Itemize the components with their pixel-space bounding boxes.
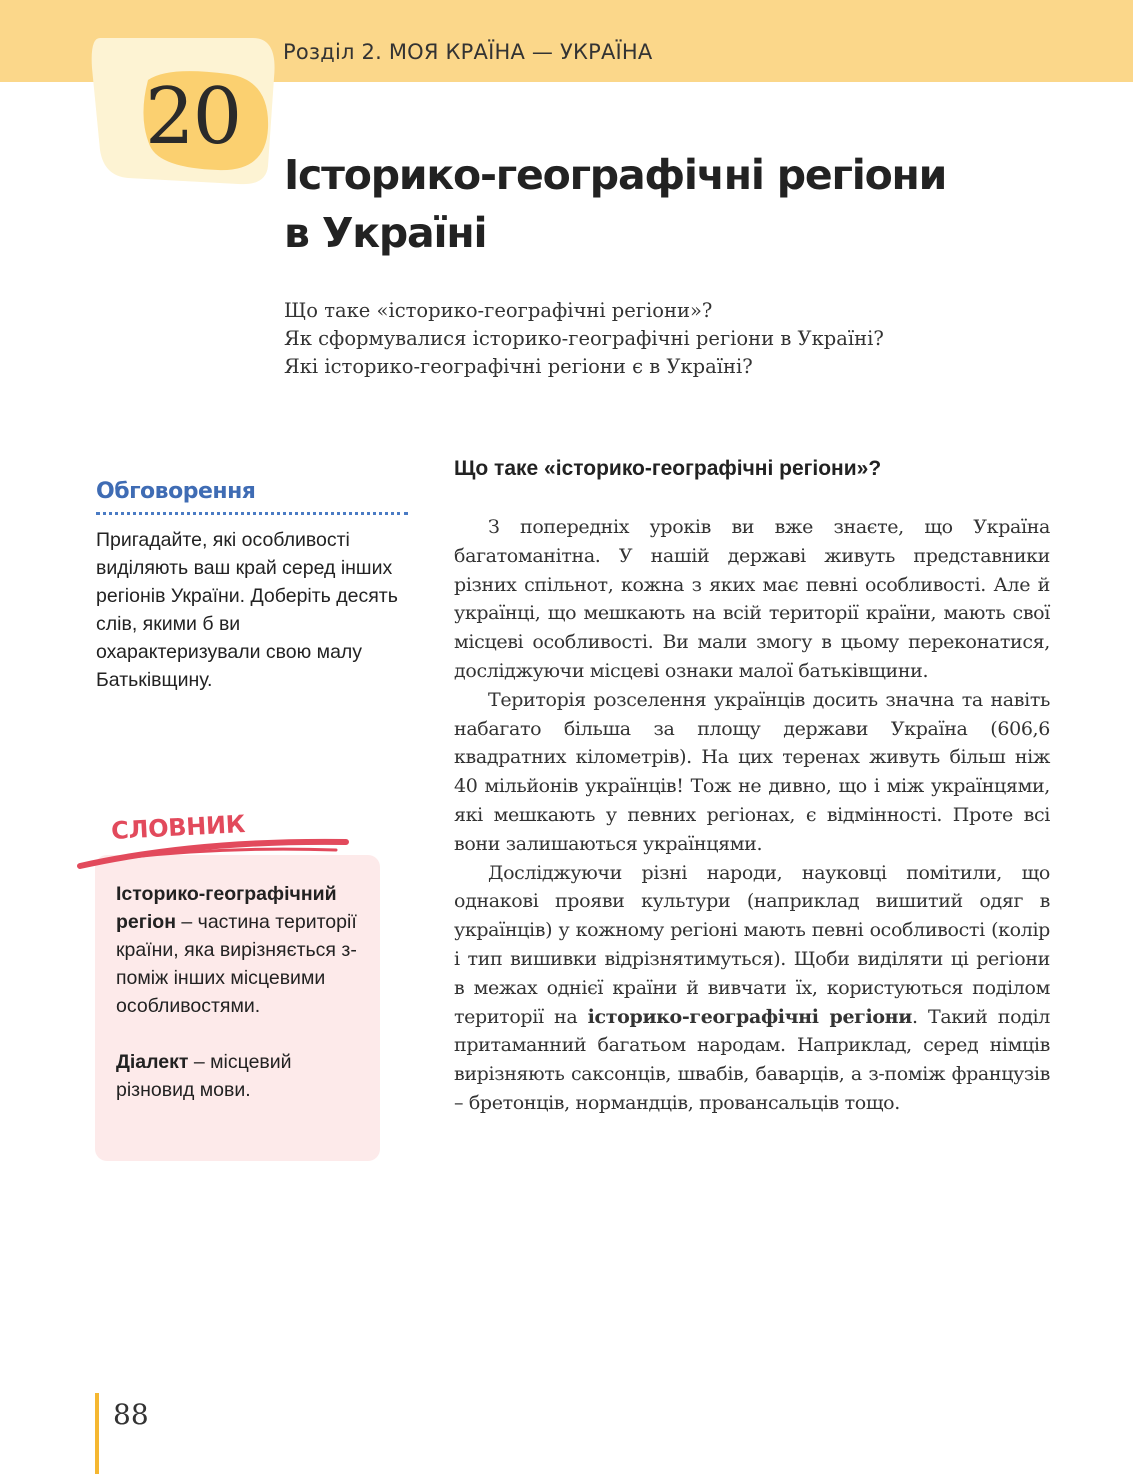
lesson-title [284,146,946,262]
glossary-heading: СЛОВНИК [110,810,246,845]
article-paragraph [454,859,1050,1118]
lesson-title-line1: Історико-географічні регіони [284,151,947,199]
discussion-text: Пригадайте, які особливості виділяють ваш край серед інших регіонів України. Доберіть десять слів, якими б ви охарактеризували свою малу Батьківщину. [96,529,398,691]
question-item: Як сформувалися історико-географічні регіони в Україні? [284,327,884,350]
discussion-divider [96,512,408,515]
page-margin-rule [95,1393,99,1474]
question-item: Які історико-географічні регіони є в Україні? [284,355,753,378]
page-number: 88 [113,1398,149,1431]
article-text: Досліджуючи різні народи, науковці помітили, що однакові прояви культури (наприклад вишитий одяг в українців) у кожному регіоні мають певні особливості (колір і тип вишивки відрізнятимуться). Щоби виділяти ці регіони в межах однієї країни й вивчати їх, користуються поділом території на [454,861,1050,1028]
article-heading: Що таке «історико-географічні регіони»? [454,457,882,480]
article-paragraph: З попередніх уроків ви вже знаєте, що Україна багатоманітна. У нашій державі живуть представники різних спільнот, кожна з яких має певні особливості. Але й українці, що мешкають на всій території країни, мають свої місцеві особливості. Ви мали змогу в цьому переконатися, досліджуючи місцеві ознаки малої батьківщини. [454,516,1050,682]
glossary-term: Історико-географічний регіон [116,883,337,933]
glossary-entry [116,1048,371,1104]
lesson-questions [284,297,884,381]
glossary-definition: – місцевий різновид мови. [116,1051,292,1101]
glossary-term: Діалект [116,1051,189,1073]
glossary-content [116,880,371,1104]
glossary-definition: – частина території країни, яка вирізняється з-поміж інших місцевими особливостями. [116,911,357,1017]
glossary-entry [116,880,371,1020]
discussion-heading: Обговорення [96,479,256,504]
section-title: Розділ 2. МОЯ КРАЇНА — УКРАЇНА [283,40,653,64]
article-body [454,513,1050,1118]
article-text: . Такий поділ притаманний багатьом народам. Наприклад, серед німців вирізняють саксонців, швабів, баварців, а з-поміж французів – бретонців, нормандців, провансальців тощо. [454,1005,1050,1114]
article-paragraph: Територія розселення українців досить значна та навіть набагато більша за площу держави Україна (606,6 квадратних кілометрів). На цих теренах живуть більш ніж 40 мільйонів українців! Тож не дивно, що і між українцями, які мешкають у певних регіонах, є відмінності. Проте всі вони залишаються українцями. [454,688,1050,855]
lesson-title-line2: в Україні [284,209,487,257]
article-term: історико-географічні регіони [587,1005,912,1028]
lesson-number: 20 [145,72,241,162]
question-item: Що таке «історико-географічні регіони»? [284,299,713,322]
